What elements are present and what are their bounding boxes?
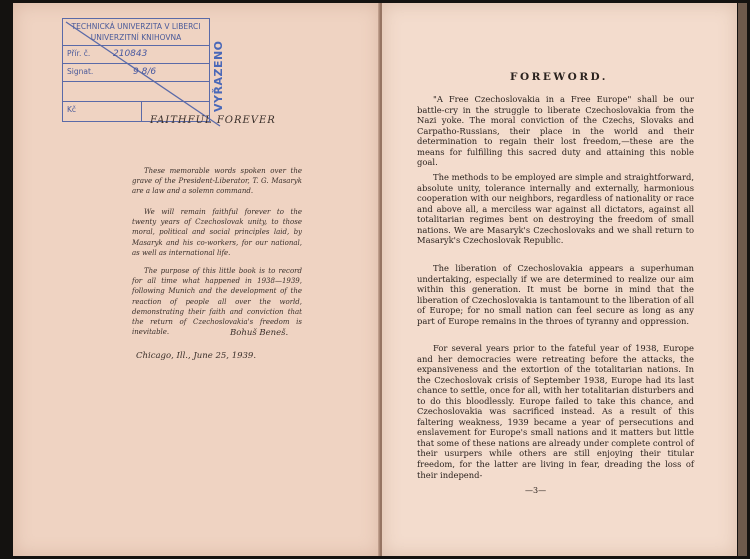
stamp-row-empty <box>62 82 210 102</box>
stamp-prir-label: Přír. č. <box>67 49 91 58</box>
left-paragraph-2: We will remain faithful forever to the twenty years of Czechoslovak unity, to those moral, political and social principles laid, by Masaryk and his co-workers, for our national, as well as international life. <box>132 208 302 257</box>
stamp-prir-value: 210843 <box>113 49 148 59</box>
place-date: Chicago, Ill., June 25, 1939. <box>136 351 257 361</box>
stamp-row-prir <box>62 46 210 64</box>
vyrazeno-stamp: VYŘAZENO <box>212 40 225 112</box>
faithful-forever-title: FAITHFUL FOREVER <box>150 115 276 126</box>
foreword-paragraph-1: "A Free Czechoslovakia in a Free Europe" shall be our battle-cry in the struggle to liberate Czechoslovakia from the Nazi yoke. The moral conviction of the Czechs, Slovaks and Carpatho-Russians, their place in the world and their determination to regain their lost freedom,—these are the means for fulfilling this sacred duty and attaining this noble goal. <box>417 94 694 168</box>
foreword-title: FOREWORD. <box>510 71 608 83</box>
foreword-paragraph-2: The methods to be employed are simple and straightforward, absolute unity, tolerance internally and externally, harmonious cooperation with our neighbors, regardless of nationality or race and above all, a merciless war against all dictators, against all totalitarian regimes bent on destroying the freedom of small nations. We are Masaryk's Czechoslovaks and we shall return to Masaryk's Czechoslovak Republic. <box>417 172 694 246</box>
left-paragraph-1: These memorable words spoken over the grave of the President-Liberator, T. G. Masaryk are a law and a solemn command. <box>132 167 302 196</box>
stamp-signat-label: Signat. <box>67 67 94 76</box>
library-stamp <box>62 18 212 126</box>
signature: Bohuš Beneš. <box>230 328 289 338</box>
stamp-line-1: TECHNICKÁ UNIVERZITA V LIBERCI <box>71 22 201 31</box>
foreword-paragraph-4: For several years prior to the fateful year of 1938, Europe and her democracies were retreating before the attacks, the expansiveness and the extortion of the totalitarian nations. In the Czechoslovak crisis of September 1938, Europe had its last chance to settle, once for all, with her totalitarian disturbers and to do this bloodlessly. Europe failed to take this chance, and Czechoslovakia was sacrificed instead. As a result of this faltering weakness, 1939 became a year of persecutions and enslavement for Europe's small nations and it matters but little that some of these nations are already under complete control of their usurpers while others are still enjoying their titular freedom, for the latter are living in fear, dreading the loss of their independ- <box>417 343 694 480</box>
page-number: —3— <box>525 486 547 495</box>
foreword-paragraph-3: The liberation of Czechoslovakia appears a superhuman undertaking, especially if we are determined to realize our aim within this generation. It must be borne in mind that the liberation of Czechoslovakia is tantamount to the liberation of all of Europe; for no small nation can feel secure as long as any part of Europe remains in the throes of tyranny and oppression. <box>417 263 694 326</box>
stamp-line-2: UNIVERZITNÍ KNIHOVNA <box>90 33 182 42</box>
stamp-row-ko <box>62 102 142 122</box>
stamp-ko-label: Kč <box>67 105 77 114</box>
stamp-signat-value: 9 8/6 <box>133 67 157 77</box>
page-edge <box>738 3 747 556</box>
left-paragraph-3: The purpose of this little book is to record for all time what happened in 1938—1939, following Munich and the development of the reaction of people all over the world, demonstrating their faith and conviction that the return of Czechoslovakia's freedom is inevitable. <box>132 267 302 337</box>
stamp-row-signat <box>62 64 210 82</box>
stamp-header <box>62 18 210 46</box>
